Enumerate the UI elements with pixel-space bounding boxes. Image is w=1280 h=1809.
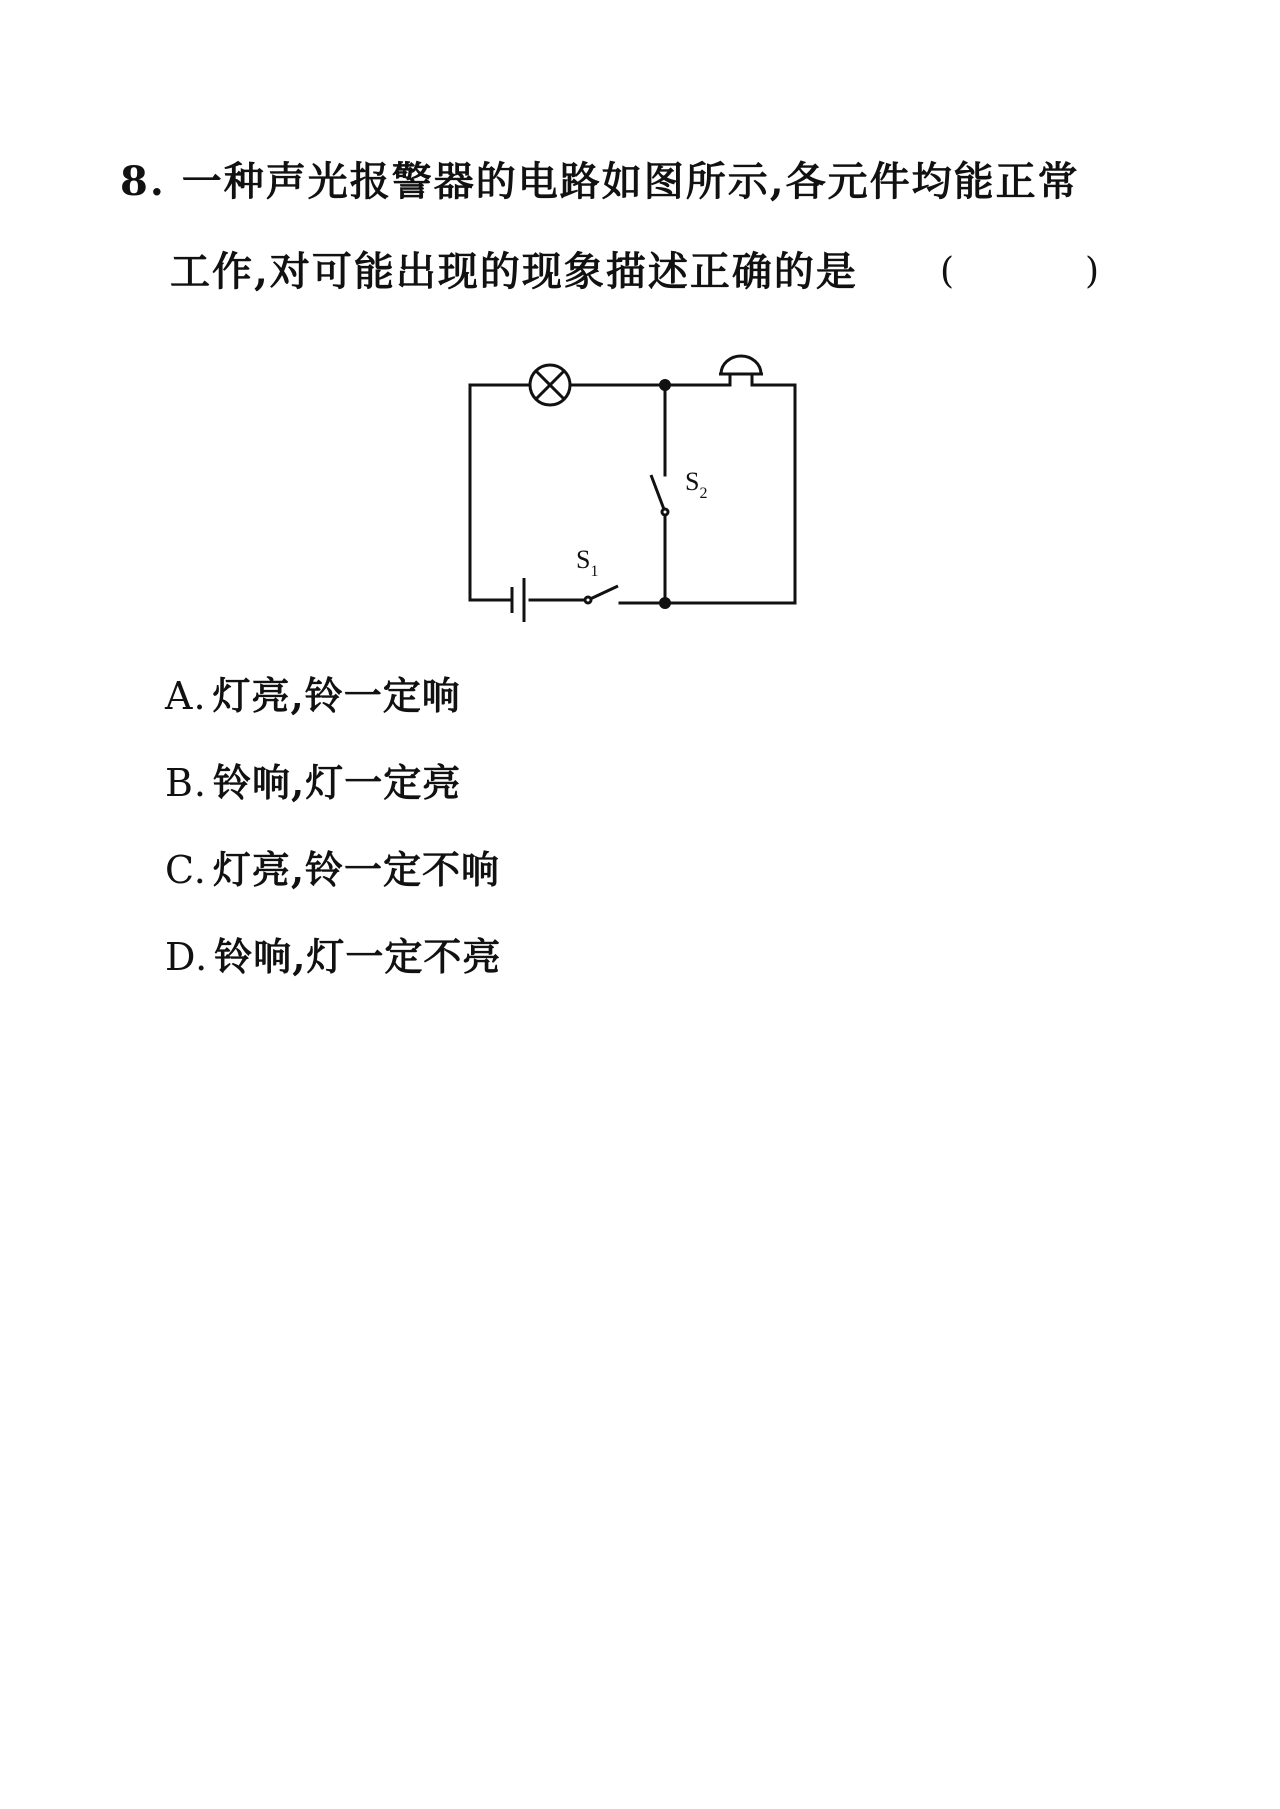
switch-s1-icon [585,586,618,603]
question-number: 8. [120,158,166,205]
lamp-icon [530,365,570,405]
switch-s2-label: $S_2$ [685,467,708,502]
option-b [165,752,501,839]
question-stem-part-1: 一种声光报警器的电路如图所示,各元件均能正常 [181,158,1080,205]
circuit-diagram [440,340,820,630]
option-b-letter: B. [165,761,208,805]
question-line-1 [120,158,1120,206]
switch-s2-subscript: 2 [699,485,708,502]
option-c [165,839,501,926]
option-c-text: 灯亮,铃一定不响 [212,847,501,892]
option-d-letter: D. [165,935,209,979]
option-d [165,926,501,1013]
answer-paren-open: ( [940,251,955,292]
answer-paren-close: ) [1085,251,1102,292]
junction-top [659,379,671,391]
battery-icon [512,578,524,622]
option-b-text: 铃响,灯一定亮 [213,760,462,805]
option-c-letter: C. [165,848,207,892]
option-a-letter: A. [165,674,207,718]
switch-s2-icon [651,475,668,515]
option-a-text: 灯亮,铃一定响 [212,673,461,718]
option-d-text: 铃响,灯一定不亮 [214,934,502,979]
option-a [165,665,501,752]
question-stem-part-2: 工作,对可能出现的现象描述正确的是 [170,248,858,295]
answer-options [165,665,501,1013]
junction-bottom [659,597,671,609]
bell-icon [719,356,763,385]
switch-s1-subscript: 1 [590,563,599,580]
question-block [120,158,1120,296]
question-line-2 [170,248,1120,296]
switch-s1-label: $S_1$ [576,545,599,580]
